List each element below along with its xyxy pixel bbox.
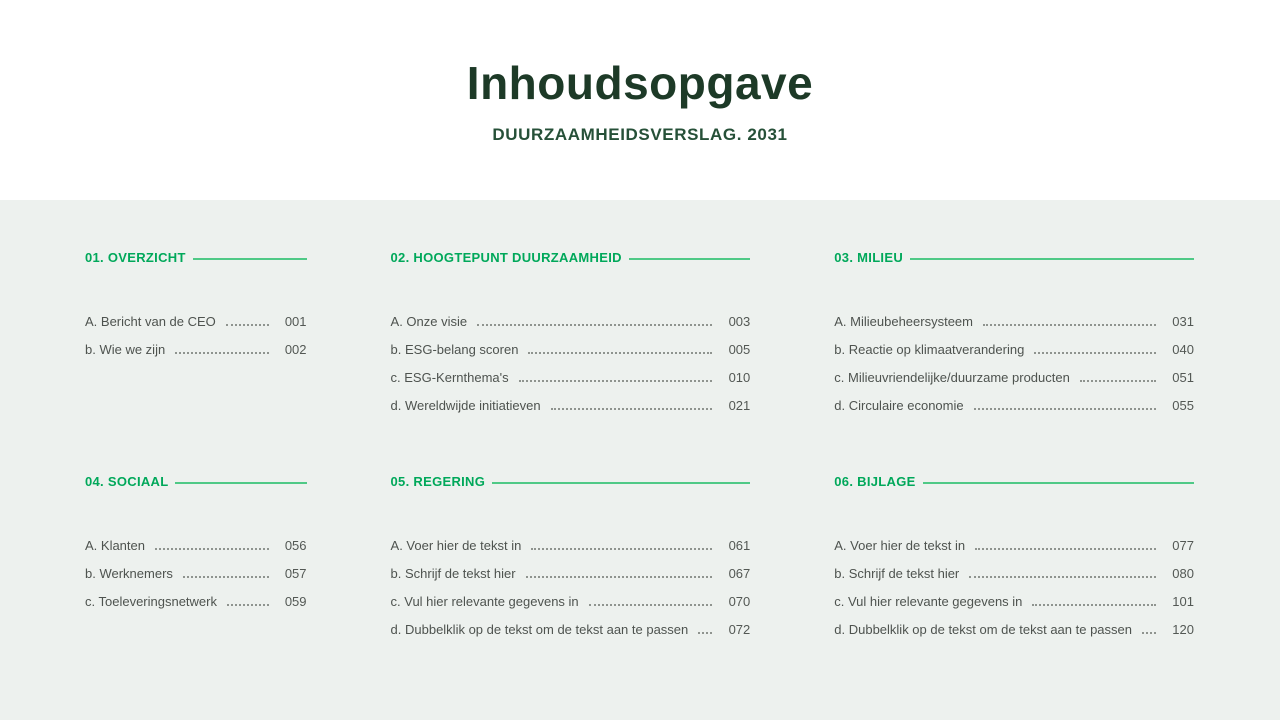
toc-item-page: 003 (728, 314, 751, 329)
toc-item-label: b. Reactie op klimaatverandering (834, 342, 1025, 357)
toc-item-page: 059 (284, 594, 307, 609)
section-rule-line (910, 258, 1194, 260)
toc-item-page: 040 (1172, 342, 1194, 357)
toc-item-label: d. Circulaire economie (834, 398, 964, 413)
section-title: 01. OVERZICHT (85, 250, 186, 265)
toc-section (834, 250, 1194, 414)
toc-item-row (834, 302, 1194, 330)
toc-item-row (85, 526, 307, 554)
dotted-leader (531, 548, 712, 550)
toc-item-page: 067 (728, 566, 751, 581)
section-header (85, 474, 307, 489)
toc-item-row (391, 386, 751, 414)
dotted-leader (975, 548, 1156, 550)
dotted-leader (227, 604, 269, 606)
section-title: 05. REGERING (390, 474, 486, 489)
toc-item-row (391, 554, 751, 582)
toc-item-page: 070 (728, 594, 751, 609)
toc-item-row (834, 526, 1194, 554)
toc-item-row (834, 330, 1194, 358)
dotted-leader (698, 632, 712, 634)
toc-grid (0, 200, 1280, 638)
section-items (834, 526, 1194, 638)
section-items (85, 526, 307, 610)
toc-item-label: A. Voer hier de tekst in (834, 538, 966, 553)
section-title: 06. BIJLAGE (834, 474, 916, 489)
dotted-leader (1142, 632, 1156, 634)
toc-item-page: 005 (728, 342, 751, 357)
toc-item-label: A. Bericht van de CEO (85, 314, 216, 329)
dotted-leader (1034, 352, 1156, 354)
dotted-leader (526, 576, 713, 578)
toc-item-row (834, 358, 1194, 386)
toc-item-label: A. Klanten (85, 538, 145, 553)
dotted-leader (226, 324, 269, 326)
toc-item-row (391, 582, 751, 610)
toc-item-page: 010 (728, 370, 751, 385)
toc-item-row (85, 582, 307, 610)
toc-item-row (391, 610, 751, 638)
toc-section (85, 474, 307, 638)
dotted-leader (528, 352, 712, 354)
toc-item-page: 120 (1172, 622, 1194, 637)
toc-item-row (85, 302, 307, 330)
toc-item-page: 056 (284, 538, 307, 553)
toc-item-label: b. Werknemers (85, 566, 173, 581)
toc-item-row (85, 330, 307, 358)
toc-item-label: c. Vul hier relevante gegevens in (390, 594, 579, 609)
section-rule-line (629, 258, 750, 260)
toc-section (834, 474, 1194, 638)
toc-item-page: 021 (728, 398, 751, 413)
toc-item-row (391, 526, 751, 554)
toc-item-page: 101 (1172, 594, 1194, 609)
toc-item-label: c. ESG-Kernthema's (390, 370, 509, 385)
toc-item-label: b. Wie we zijn (85, 342, 166, 357)
section-header (834, 250, 1194, 265)
section-rule-line (193, 258, 307, 260)
section-header (85, 250, 307, 265)
dotted-leader (983, 324, 1156, 326)
toc-item-page: 002 (284, 342, 307, 357)
section-header (834, 474, 1194, 489)
toc-item-label: A. Voer hier de tekst in (390, 538, 522, 553)
toc-item-page: 072 (728, 622, 751, 637)
toc-section (391, 250, 751, 414)
page-subtitle: DUURZAAMHEIDSVERSLAG. 2031 (492, 124, 788, 144)
page-title: Inhoudsopgave (466, 57, 814, 110)
dotted-leader (1032, 604, 1156, 606)
dotted-leader (969, 576, 1156, 578)
toc-item-label: c. Milieuvriendelijke/duurzame producten (834, 370, 1070, 385)
section-header (391, 474, 751, 489)
dotted-leader (974, 408, 1156, 410)
dotted-leader (175, 352, 268, 354)
toc-item-label: c. Toeleveringsnetwerk (85, 594, 217, 609)
section-header (391, 250, 751, 265)
toc-item-page: 031 (1172, 314, 1194, 329)
dotted-leader (183, 576, 269, 578)
toc-item-page: 080 (1172, 566, 1194, 581)
section-title: 04. SOCIAAL (85, 474, 169, 489)
toc-item-row (391, 330, 751, 358)
toc-item-page: 077 (1172, 538, 1194, 553)
toc-item-row (85, 554, 307, 582)
section-items (391, 302, 751, 414)
toc-item-label: A. Milieubeheersysteem (834, 314, 973, 329)
slide-header (0, 0, 1280, 200)
toc-item-label: b. ESG-belang scoren (390, 342, 519, 357)
dotted-leader (519, 380, 713, 382)
toc-item-page: 001 (284, 314, 307, 329)
toc-item-row (834, 582, 1194, 610)
dotted-leader (589, 604, 713, 606)
toc-item-label: A. Onze visie (390, 314, 468, 329)
toc-item-label: d. Dubbelklik op de tekst om de tekst aan te passen (834, 622, 1132, 637)
toc-item-page: 061 (728, 538, 751, 553)
section-items (85, 302, 307, 358)
section-title: 02. HOOGTEPUNT DUURZAAMHEID (390, 250, 622, 265)
toc-item-label: d. Dubbelklik op de tekst om de tekst aan te passen (390, 622, 689, 637)
dotted-leader (477, 324, 712, 326)
toc-item-row (391, 302, 751, 330)
toc-item-row (834, 386, 1194, 414)
toc-section (391, 474, 751, 638)
dotted-leader (1080, 380, 1156, 382)
section-rule-line (923, 482, 1194, 484)
toc-item-row (391, 358, 751, 386)
section-rule-line (175, 482, 306, 484)
section-rule-line (492, 482, 750, 484)
toc-item-page: 055 (1172, 398, 1194, 413)
toc-item-row (834, 554, 1194, 582)
toc-item-label: d. Wereldwijde initiatieven (390, 398, 541, 413)
toc-section (85, 250, 307, 414)
toc-item-label: b. Schrijf de tekst hier (390, 566, 516, 581)
toc-item-row (834, 610, 1194, 638)
toc-item-label: c. Vul hier relevante gegevens in (834, 594, 1023, 609)
dotted-leader (551, 408, 713, 410)
section-title: 03. MILIEU (834, 250, 904, 265)
toc-item-label: b. Schrijf de tekst hier (834, 566, 960, 581)
toc-item-page: 051 (1172, 370, 1194, 385)
toc-item-page: 057 (284, 566, 307, 581)
dotted-leader (155, 548, 269, 550)
section-items (391, 526, 751, 638)
section-items (834, 302, 1194, 414)
